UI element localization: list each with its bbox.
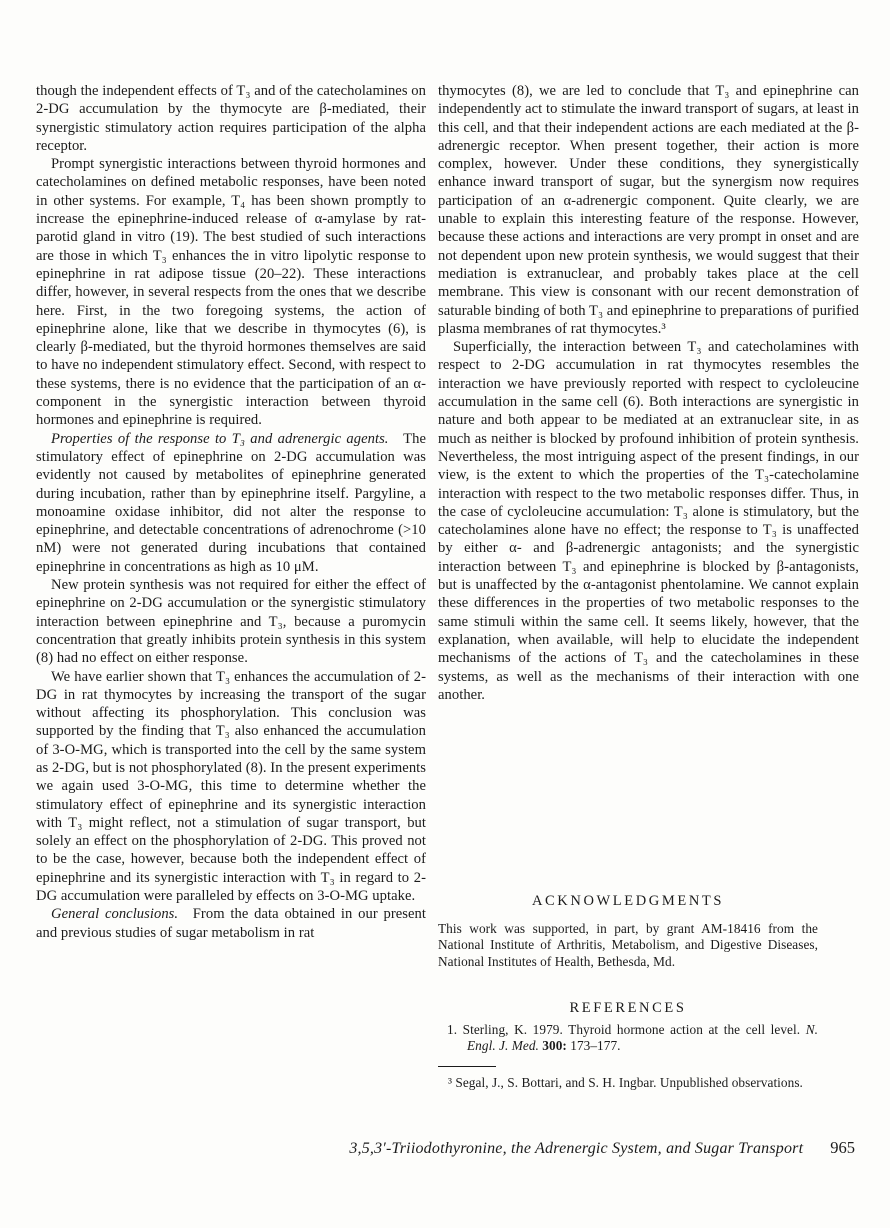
paragraph (438, 1075, 818, 1091)
text-run: We have earlier shown that T₃ enhances the accumulation of 2-DG in rat thymocytes by increasing the transport of the sugar without affecting its phosphorylation. This conclusion was supported by the finding that T₃ also enhanced the accumulation of 3-O-MG, which is transported into the cell by the same system as 2-DG, but is not phosphorylated (8). In the present experiments we again used 3-O-MG, this time to determine whether the stimulatory effect of epinephrine and its synergistic interaction with T₃ might reflect, not a stimulation of sugar transport, but solely an effect on the phosphorylation of 2-DG. This proved not to be the case, however, because both the independent effect of epinephrine and its synergistic interaction with T₃ in regard to 2-DG accumulation were paralleled by effects on 3-O-MG uptake. (36, 668, 426, 905)
paragraph (438, 82, 859, 338)
text-run: though the independent effects of T₃ and of the catecholamines on 2-DG accumulation by the thymocyte are β-mediated, their synergistic stimulatory action requires participation of the alpha receptor. (36, 83, 426, 154)
paragraph (36, 668, 426, 906)
right-column-text (438, 82, 859, 704)
paragraph (438, 1022, 818, 1055)
page-number: 965 (830, 1138, 855, 1157)
paragraph (36, 155, 426, 429)
text-run: 1. Sterling, K. 1979. Thyroid hormone action at the cell level. (447, 1022, 806, 1037)
text-run: Superficially, the interaction between T₃ and catecholamines with respect to 2-DG accumulation in rat thymocytes resembles the interaction we have previously reported with respect to cycloleucine accumulation in the same cell (6). Both interactions are synergistic in nature and both appear to be mediated at an extranuclear site, in as much as neither is blocked by profound inhibition of protein synthesis. Nevertheless, the most intriguing aspect of the present findings, in our view, is the extent to which the properties of the T₃-catecholamine interaction with respect to the two metabolic responses differ. Thus, in the case of cycloleucine accumulation: T₃ alone is stimulatory, but the catecholamines alone have no effect; the response to T₃ is unaffected by either α- and β-adrenergic antagonists; and the synergistic interaction between T₃ and epinephrine is blocked by β-antagonists, but is unaffected by the α-antagonist phentolamine. We cannot explain these differences in the properties of two metabolic responses to the same stimuli within the same cell. It seems likely, however, that the explanation, when available, will help to elucidate the independent mechanisms of the actions of T₃ and the catecholamines in these systems, as well as the mechanisms of their interaction with one another. (438, 339, 859, 703)
acknowledgments-text (438, 921, 818, 970)
left-column (36, 82, 426, 942)
text-run: thymocytes (8), we are led to conclude that T₃ and epinephrine can independently act to stimulate the inward transport of sugars, at least in this cell, and that their independent actions are each mediated at the β-adrenergic receptor. When present together, their action is more complex, however. Under these conditions, they synergistically enhance inward transport of sugar, but the synergism now requires participation of an α-adrenergic component. Quite clearly, we are unable to explain this interesting feature of the response. However, because these actions and interactions are very prompt in onset and are not dependent upon new protein synthesis, we would suggest that their mediation is extranuclear, and probably takes place at the cell membrane. This view is consonant with our recent demonstration of saturable binding of both T₃ and epinephrine to preparations of purified plasma membranes of rat thymocytes.³ (438, 83, 859, 337)
paragraph (36, 430, 426, 576)
italic-text-run: Properties of the response to T₃ and adrenergic agents. (51, 430, 389, 447)
references-list (438, 1022, 818, 1055)
footnote-divider (438, 1066, 496, 1067)
footnote-text (438, 1075, 818, 1091)
references-heading: REFERENCES (569, 1000, 687, 1016)
text-run: The stimulatory effect of epinephrine on 2-DG accumulation was evidently not caused by metabolites of epinephrine generated during incubation, rather than by epinephrine itself. Pargyline, a monoamine oxidase inhibitor, did not alter the response to epinephrine, and detectable concentrations of adrenochrome (>10 nM) were not generated during incubations that contained epinephrine in concentrations as high as 10 μM. (36, 430, 426, 575)
paragraph (36, 82, 426, 155)
italic-text-run: N. Engl. J. Med. (467, 1022, 818, 1054)
text-run: ³ Segal, J., S. Bottari, and S. H. Ingbar. Unpublished observations. (448, 1075, 803, 1090)
bold-text-run: 300: (542, 1038, 571, 1054)
italic-text-run: General conclusions. (51, 906, 179, 923)
text-run: Prompt synergistic interactions between thyroid hormones and catecholamines on defined metabolic responses, have been noted in other systems. For example, T₄ has been shown promptly to increase the epinephrine-induced release of α-amylase by rat-parotid gland in vitro (19). The best studied of such interactions are those in which T₃ enhances the in vitro lipolytic response to epinephrine in rat adipose tissue (20–22). These interactions differ, however, in several respects from the ones that we describe here. First, in the two foregoing systems, the action of epinephrine alone, like that we describe in thymocytes (6), is clearly β-mediated, but the thyroid hormones themselves are said to have no independent stimulatory effect. Second, with respect to these systems, there is no evidence that the participation of an α-component in the synergistic interaction between thyroid hormones and epinephrine is required. (36, 156, 426, 429)
page-footer (36, 1138, 855, 1158)
footnote (438, 1066, 818, 1091)
text-run: From the data obtained in our present and previous studies of sugar metabolism in rat (36, 906, 427, 941)
text-run: 173–177. (570, 1038, 621, 1054)
paragraph (438, 338, 859, 704)
running-title: 3,5,3′-Triiodothyronine, the Adrenergic System, and Sugar Transport (349, 1140, 804, 1157)
acknowledgments-heading: ACKNOWLEDGMENTS (531, 893, 725, 909)
text-run: This work was supported, in part, by grant AM-18416 from the National Institute of Arthritis, Metabolism, and Digestive Diseases, National Institutes of Health, Bethesda, Md. (438, 921, 818, 969)
text-run: New protein synthesis was not required for either the effect of epinephrine on 2-DG accumulation or the synergistic stimulatory interaction between epinephrine and T₃, because a puromycin concentration that greatly inhibits protein synthesis in this system (8) had no effect on either response. (36, 577, 426, 667)
paragraph (438, 921, 818, 970)
paragraph (36, 576, 426, 667)
paragraph (36, 905, 426, 942)
